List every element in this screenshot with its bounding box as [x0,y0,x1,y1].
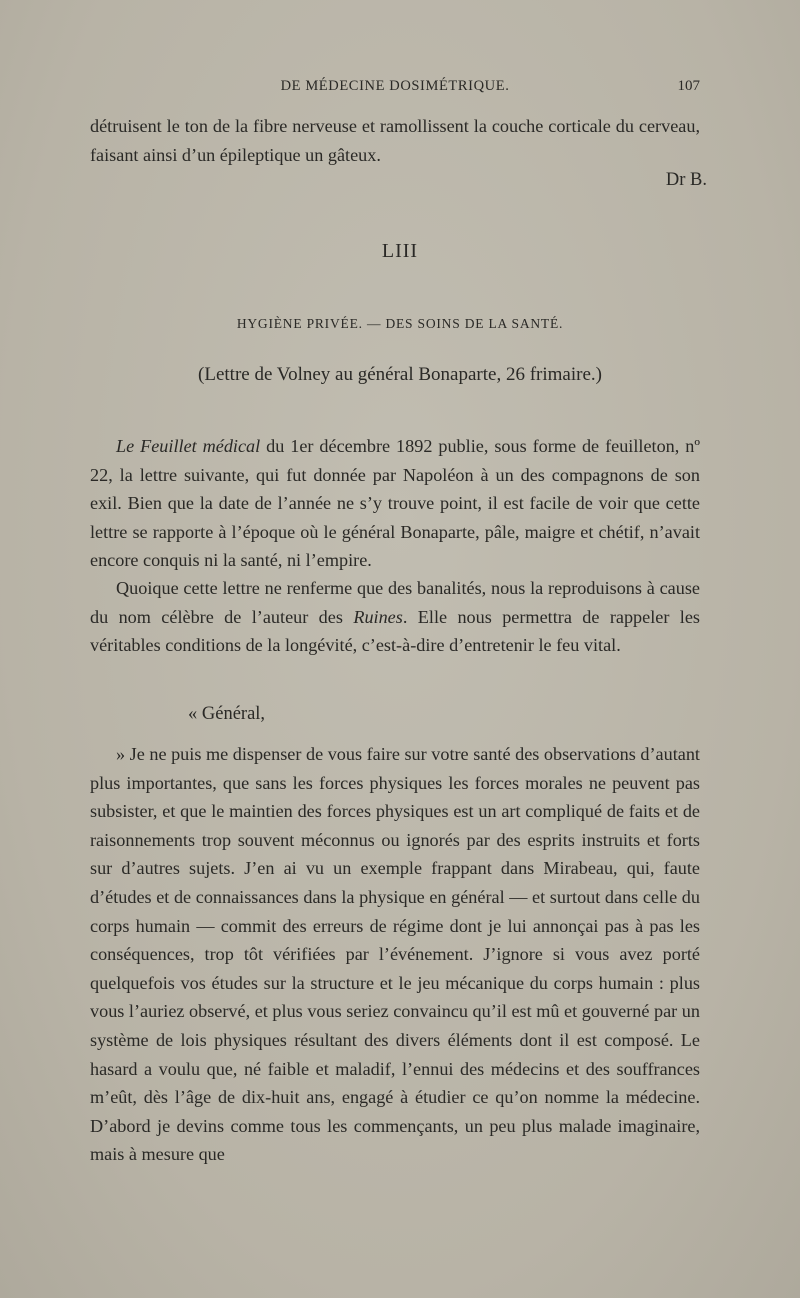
source-title: Le Feuillet médical [116,436,261,456]
running-head: DE MÉDECINE DOSIMÉTRIQUE. [280,78,510,94]
intro-paragraph-1 [90,432,700,575]
signature: Dr B. [665,170,707,190]
continuation-paragraph: détruisent le ton de la fibre nerveuse et ramollissent la couche corticale du cerveau, faisant ainsi d’un épileptique un gâteux. [90,116,700,165]
page-header [90,78,700,100]
letter-title: (Lettre de Volney au général Bonaparte, 26 frimaire.) [198,364,602,385]
chapter-subtitle: HYGIÈNE PRIVÉE. — DES SOINS DE LA SANTÉ. [236,316,564,331]
intro-paragraph-1-text: du 1er décembre 1892 publie, sous forme de feuilleton, nº 22, la lettre suivante, qui fut donnée par Napoléon à un des compagnons de son exil. Bien que la date de l’année ne s’y trouve point, il est facile de voir que cette lettre se rapporte à l’époque où le général Bonaparte, pâle, maigre et chétif, n’avait encore conquis ni la santé, ni l’empire. [90,436,700,571]
letter-body: » Je ne puis me dispenser de vous faire sur votre santé des observations d’autant plus importantes, que sans les forces physiques les forces morales ne peuvent pas subsister, et que le maintien des forces physiques est un art compliqué de faits et de raisonnements trop souvent méconnus ou ignorés par des esprits instruits et forts sur d’autres sujets. J’en ai vu un exemple frappant dans Mirabeau, qui, faute d’études et de connaissances dans la physique en général — et surtout dans celle du corps humain — commit des erreurs de régime dont je lui annonçai pas à pas les conséquences, trop tôt vérifiées par l’événement. J’ignore si vous avez porté quelquefois vos études sur la structure et le jeu mécanique du corps humain : plus vous l’auriez observé, et plus vous seriez convaincu qu’il est mû et gouverné par un système de lois physiques résultant des divers éléments dont il est composé. Le hasard a voulu que, né faible et maladif, l’ennui des médecins et des souffrances m’eût, dès l’âge de dix-huit ans, engagé à étudier ce qu’on nomme la médecine. D’abord je devins comme tous les commençants, un peu plus malade imaginaire, mais à mesure que [90,744,700,1165]
page-number: 107 [677,78,700,94]
intro-paragraph-2-end: . Elle nous permettra de rappeler les véritables conditions de la longévité, c’est-à-dire d’entretenir le feu vital. [90,606,700,656]
book-title: Ruines [353,606,403,627]
letter-salutation: « Général, [188,704,266,724]
intro-paragraph-2-start: Quoique cette lettre ne renferme que des banalités, nous la reproduisons à cause du nom célèbre de l’auteur des [90,578,700,627]
chapter-number: LIII [381,240,419,262]
intro-paragraph-2 [90,574,700,660]
